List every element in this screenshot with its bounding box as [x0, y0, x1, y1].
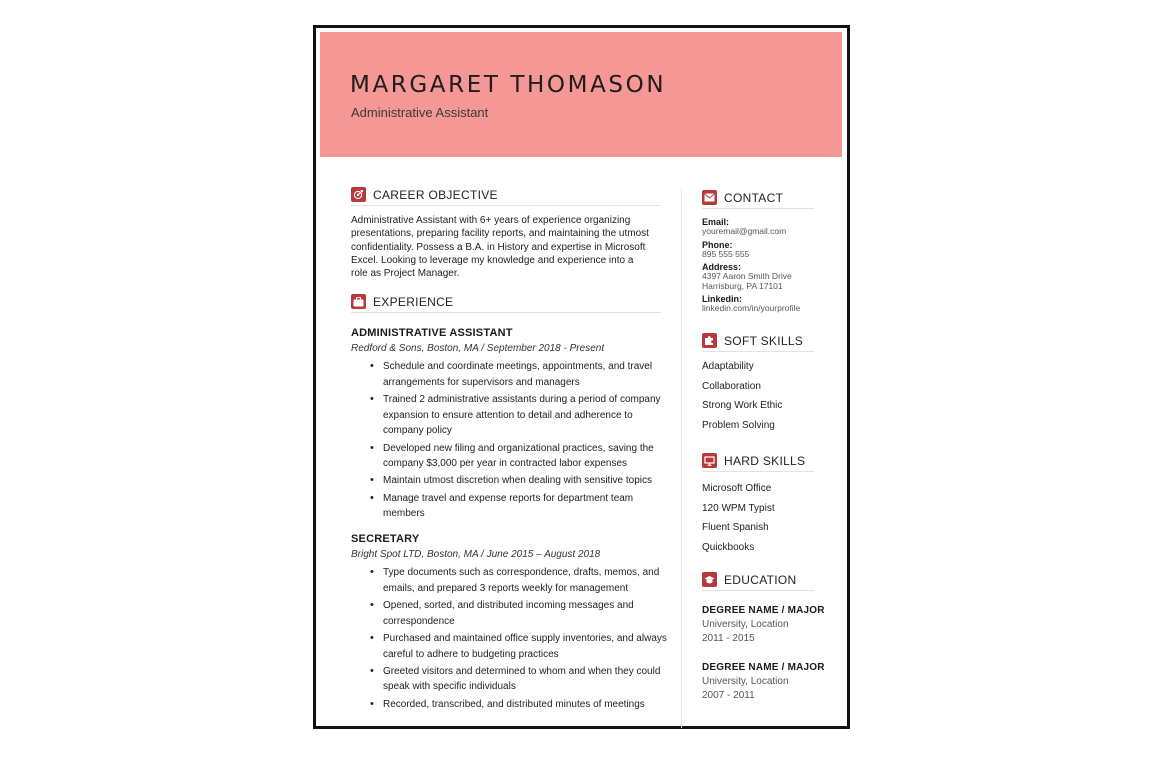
bullet-item: • Purchased and maintained office supply inventories, and always careful to adhere to budgeting practices [383, 631, 673, 663]
section-rule [702, 590, 814, 591]
header-banner [320, 32, 842, 157]
soft-skills-list [702, 357, 832, 436]
section-rule [702, 351, 814, 352]
skill-item: Quickbooks [702, 542, 755, 554]
skill-item: Fluent Spanish [702, 522, 769, 534]
section-rule [702, 208, 814, 209]
contact-list [702, 217, 832, 317]
contact-linkedin: Linkedin: linkedin.com/in/yourprofile [702, 294, 801, 313]
job-title: ADMINISTRATIVE ASSISTANT [351, 327, 513, 339]
skill-item: Microsoft Office [702, 483, 772, 494]
degree-location: University, Location [702, 676, 789, 687]
envelope-icon [702, 190, 717, 205]
bullet-item: • Maintain utmost discretion when dealing with sensitive topics [383, 473, 673, 489]
resume-page [313, 25, 850, 729]
section-heading: CONTACT [724, 190, 784, 205]
section-experience [351, 294, 453, 309]
target-icon [351, 187, 366, 202]
section-soft-skills [702, 333, 803, 348]
section-heading: SOFT SKILLS [724, 333, 804, 348]
job-entry [351, 533, 671, 714]
section-heading: CAREER OBJECTIVE [373, 187, 498, 202]
job-employer-dates: Redford & Sons, Boston, MA / September 2018 - Present [351, 343, 605, 354]
degree-name: DEGREE NAME / MAJOR [702, 605, 825, 616]
candidate-role: Administrative Assistant [351, 105, 489, 120]
section-career-objective [351, 187, 498, 202]
bullet-item: • Trained 2 administrative assistants during a period of company expansion to ensure attention to detail and adherence to company policy [383, 392, 673, 439]
puzzle-icon [702, 333, 717, 348]
section-heading: EXPERIENCE [373, 294, 454, 309]
bullet-item: • Opened, sorted, and distributed incoming messages and correspondence [383, 598, 673, 630]
contact-address: Address: 4397 Aaron Smith Drive Harrisburg, PA 17101 [702, 262, 792, 291]
column-divider [681, 188, 682, 728]
section-heading: EDUCATION [724, 572, 797, 587]
degree-years: 2007 - 2011 [702, 690, 755, 701]
skill-item: Problem Solving [702, 420, 775, 432]
bullet-item: • Manage travel and expense reports for department team members [383, 491, 673, 523]
section-education [702, 572, 796, 587]
section-rule [702, 471, 814, 472]
bullet-item: • Greeted visitors and determined to whom and when they could speak with specific individuals [383, 664, 673, 696]
education-entry [702, 605, 832, 644]
job-bullets [351, 565, 671, 712]
job-bullets [351, 359, 671, 522]
bullet-item: • Developed new filing and organizational practices, saving the company $3,000 per year in contracted labor expenses [383, 441, 673, 473]
skill-item: Adaptability [702, 361, 754, 372]
contact-phone: Phone: 895 555 555 [702, 239, 750, 259]
degree-name: DEGREE NAME / MAJOR [702, 662, 825, 673]
graduation-cap-icon [702, 572, 717, 587]
degree-location: University, Location [702, 619, 789, 630]
section-contact [702, 190, 783, 205]
job-employer-dates: Bright Spot LTD, Boston, MA / June 2015 – August 2018 [351, 549, 601, 560]
contact-email: Email: youremail@gmail.com [702, 217, 787, 236]
monitor-icon [702, 453, 717, 468]
briefcase-icon [351, 294, 366, 309]
candidate-name: MARGARET THOMASON [350, 72, 667, 98]
job-entry [351, 327, 671, 523]
section-rule [351, 312, 661, 313]
degree-years: 2011 - 2015 [702, 633, 755, 644]
skill-item: Collaboration [702, 380, 761, 392]
section-heading: HARD SKILLS [724, 453, 806, 468]
section-hard-skills [702, 453, 805, 468]
hard-skills-list [702, 479, 832, 558]
bullet-item: • Schedule and coordinate meetings, appointments, and travel arrangements for supervisors and managers [383, 359, 673, 391]
skill-item: Strong Work Ethic [702, 400, 783, 412]
objective-text: Administrative Assistant with 6+ years of experience organizing presentations, preparing facility reports, and maintaining the utmost confidentiality. Possess a B.A. in History and expertise in Microsoft Excel. Looking to leverage my knowledge and experience into a role as Project Manager. [351, 215, 649, 280]
skill-item: 120 WPM Typist [702, 502, 775, 514]
bullet-item: • Recorded, transcribed, and distributed minutes of meetings [383, 697, 673, 713]
education-entry [702, 662, 832, 701]
section-rule [351, 205, 661, 206]
bullet-item: • Type documents such as correspondence, drafts, memos, and emails, and prepared 3 reports weekly for management [383, 565, 673, 597]
job-title: SECRETARY [351, 533, 420, 545]
